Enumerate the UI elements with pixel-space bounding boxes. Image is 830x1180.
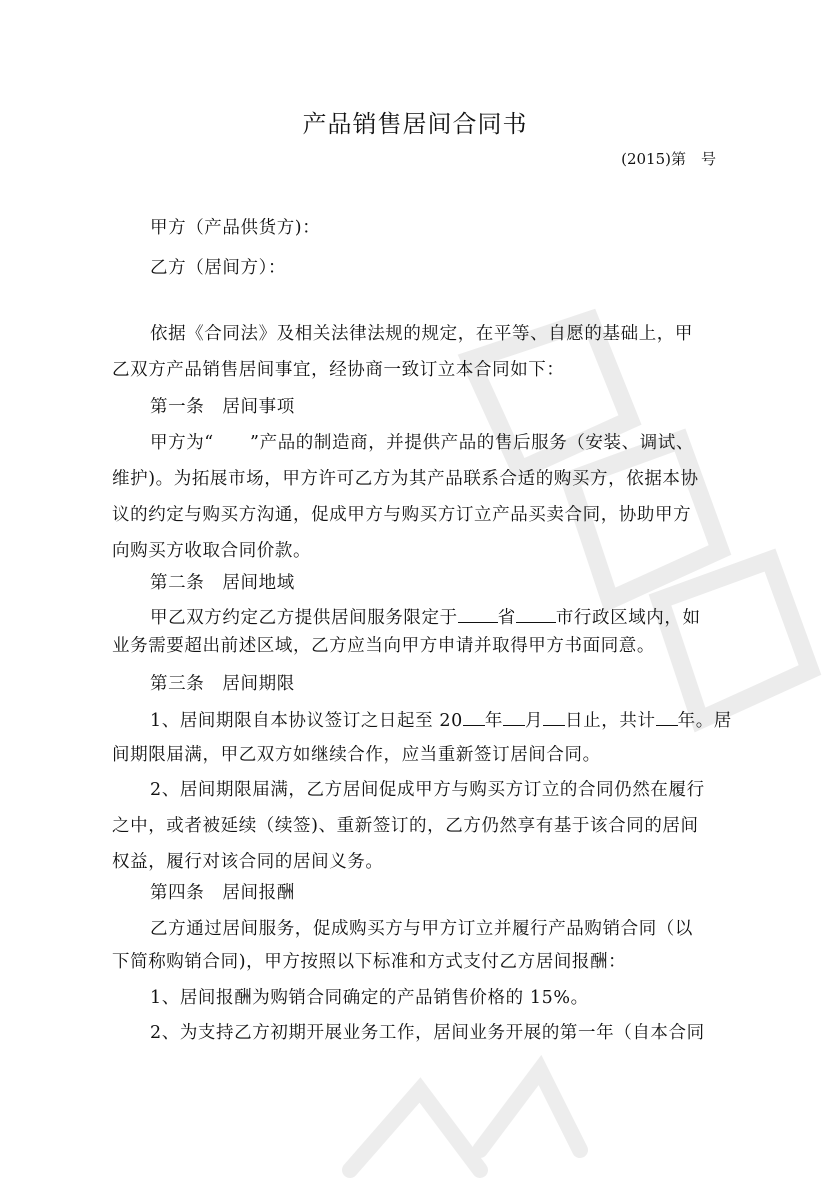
article-2-heading: 第二条 居间地域 [150,573,295,593]
blank-month [503,708,525,727]
article-3-line-1 [112,707,756,732]
article-3-text: 月 [524,711,544,731]
blank-years-total [656,708,678,727]
article-3-text: 1、居间期限自本协议签订之日起至 20 [150,711,463,731]
article-3-line: 权益，履行对该合同的居间义务。 [112,852,384,872]
article-3-text: 日止，共计 [565,711,656,731]
article-2-line-1 [112,604,756,629]
article-3-line-2: 间期限届满，甲乙双方如继续合作，应当重新签订居间合同。 [112,745,601,765]
document-number: (2015)第 号 [621,150,716,168]
article-4-line: 1、居间报酬为购销合同确定的产品销售价格的 15%。 [150,988,589,1008]
blank-day [543,708,565,727]
article-3-heading: 第三条 居间期限 [150,674,295,694]
party-b-line: 乙方（居间方）： [150,258,287,278]
article-1-line: 维护)。为拓展市场，甲方许可乙方为其产品联系合适的购买方，依据本协 [112,469,699,489]
article-1-line: 议的约定与购买方沟通，促成甲方与购买方订立产品买卖合同，协助甲方 [112,505,692,525]
article-4-heading: 第四条 居间报酬 [150,883,295,903]
article-3-text: 年 [484,711,503,731]
article-2-text: 市行政区域内，如 [555,608,701,628]
intro-line-2: 乙双方产品销售居间事宜，经协商一致订立本合同如下： [112,360,565,380]
article-2-line-2: 业务需要超出前述区域，乙方应当向甲方申请并取得甲方书面同意。 [112,636,655,656]
blank-province [458,605,498,624]
document-title: 产品销售居间合同书 [302,110,528,138]
article-4-line: 乙方通过居间服务，促成购买方与甲方订立并履行产品购销合同（以 [150,919,693,939]
article-2-text: 省 [497,608,516,628]
party-a-line: 甲方（产品供货方)： [150,218,321,238]
article-3-line: 之中，或者被延续（续签)、重新签订的，乙方仍然享有基于该合同的居间 [112,816,699,836]
watermark-graphic-bottom [330,1030,590,1180]
article-1-line: 甲方为“ ”产品的制造商，并提供产品的售后服务（安装、调试、 [150,433,694,453]
intro-line-1: 依据《合同法》及相关法律法规的规定，在平等、自愿的基础上，甲 [150,324,693,344]
article-1-line: 向购买方收取合同价款。 [112,541,312,561]
article-4-line: 2、为支持乙方初期开展业务工作，居间业务开展的第一年（自本合同 [150,1023,705,1043]
article-3-text: 年。居 [677,711,732,731]
article-4-line: 下简称购销合同)，甲方按照以下标准和方式支付乙方居间报酬： [112,952,627,972]
blank-year [463,708,485,727]
article-3-line: 2、居间期限届满，乙方居间促成甲方与购买方订立的合同仍然在履行 [150,780,705,800]
article-2-text: 甲乙双方约定乙方提供居间服务限定于 [150,608,458,628]
blank-city [516,605,556,624]
article-1-heading: 第一条 居间事项 [150,397,295,417]
